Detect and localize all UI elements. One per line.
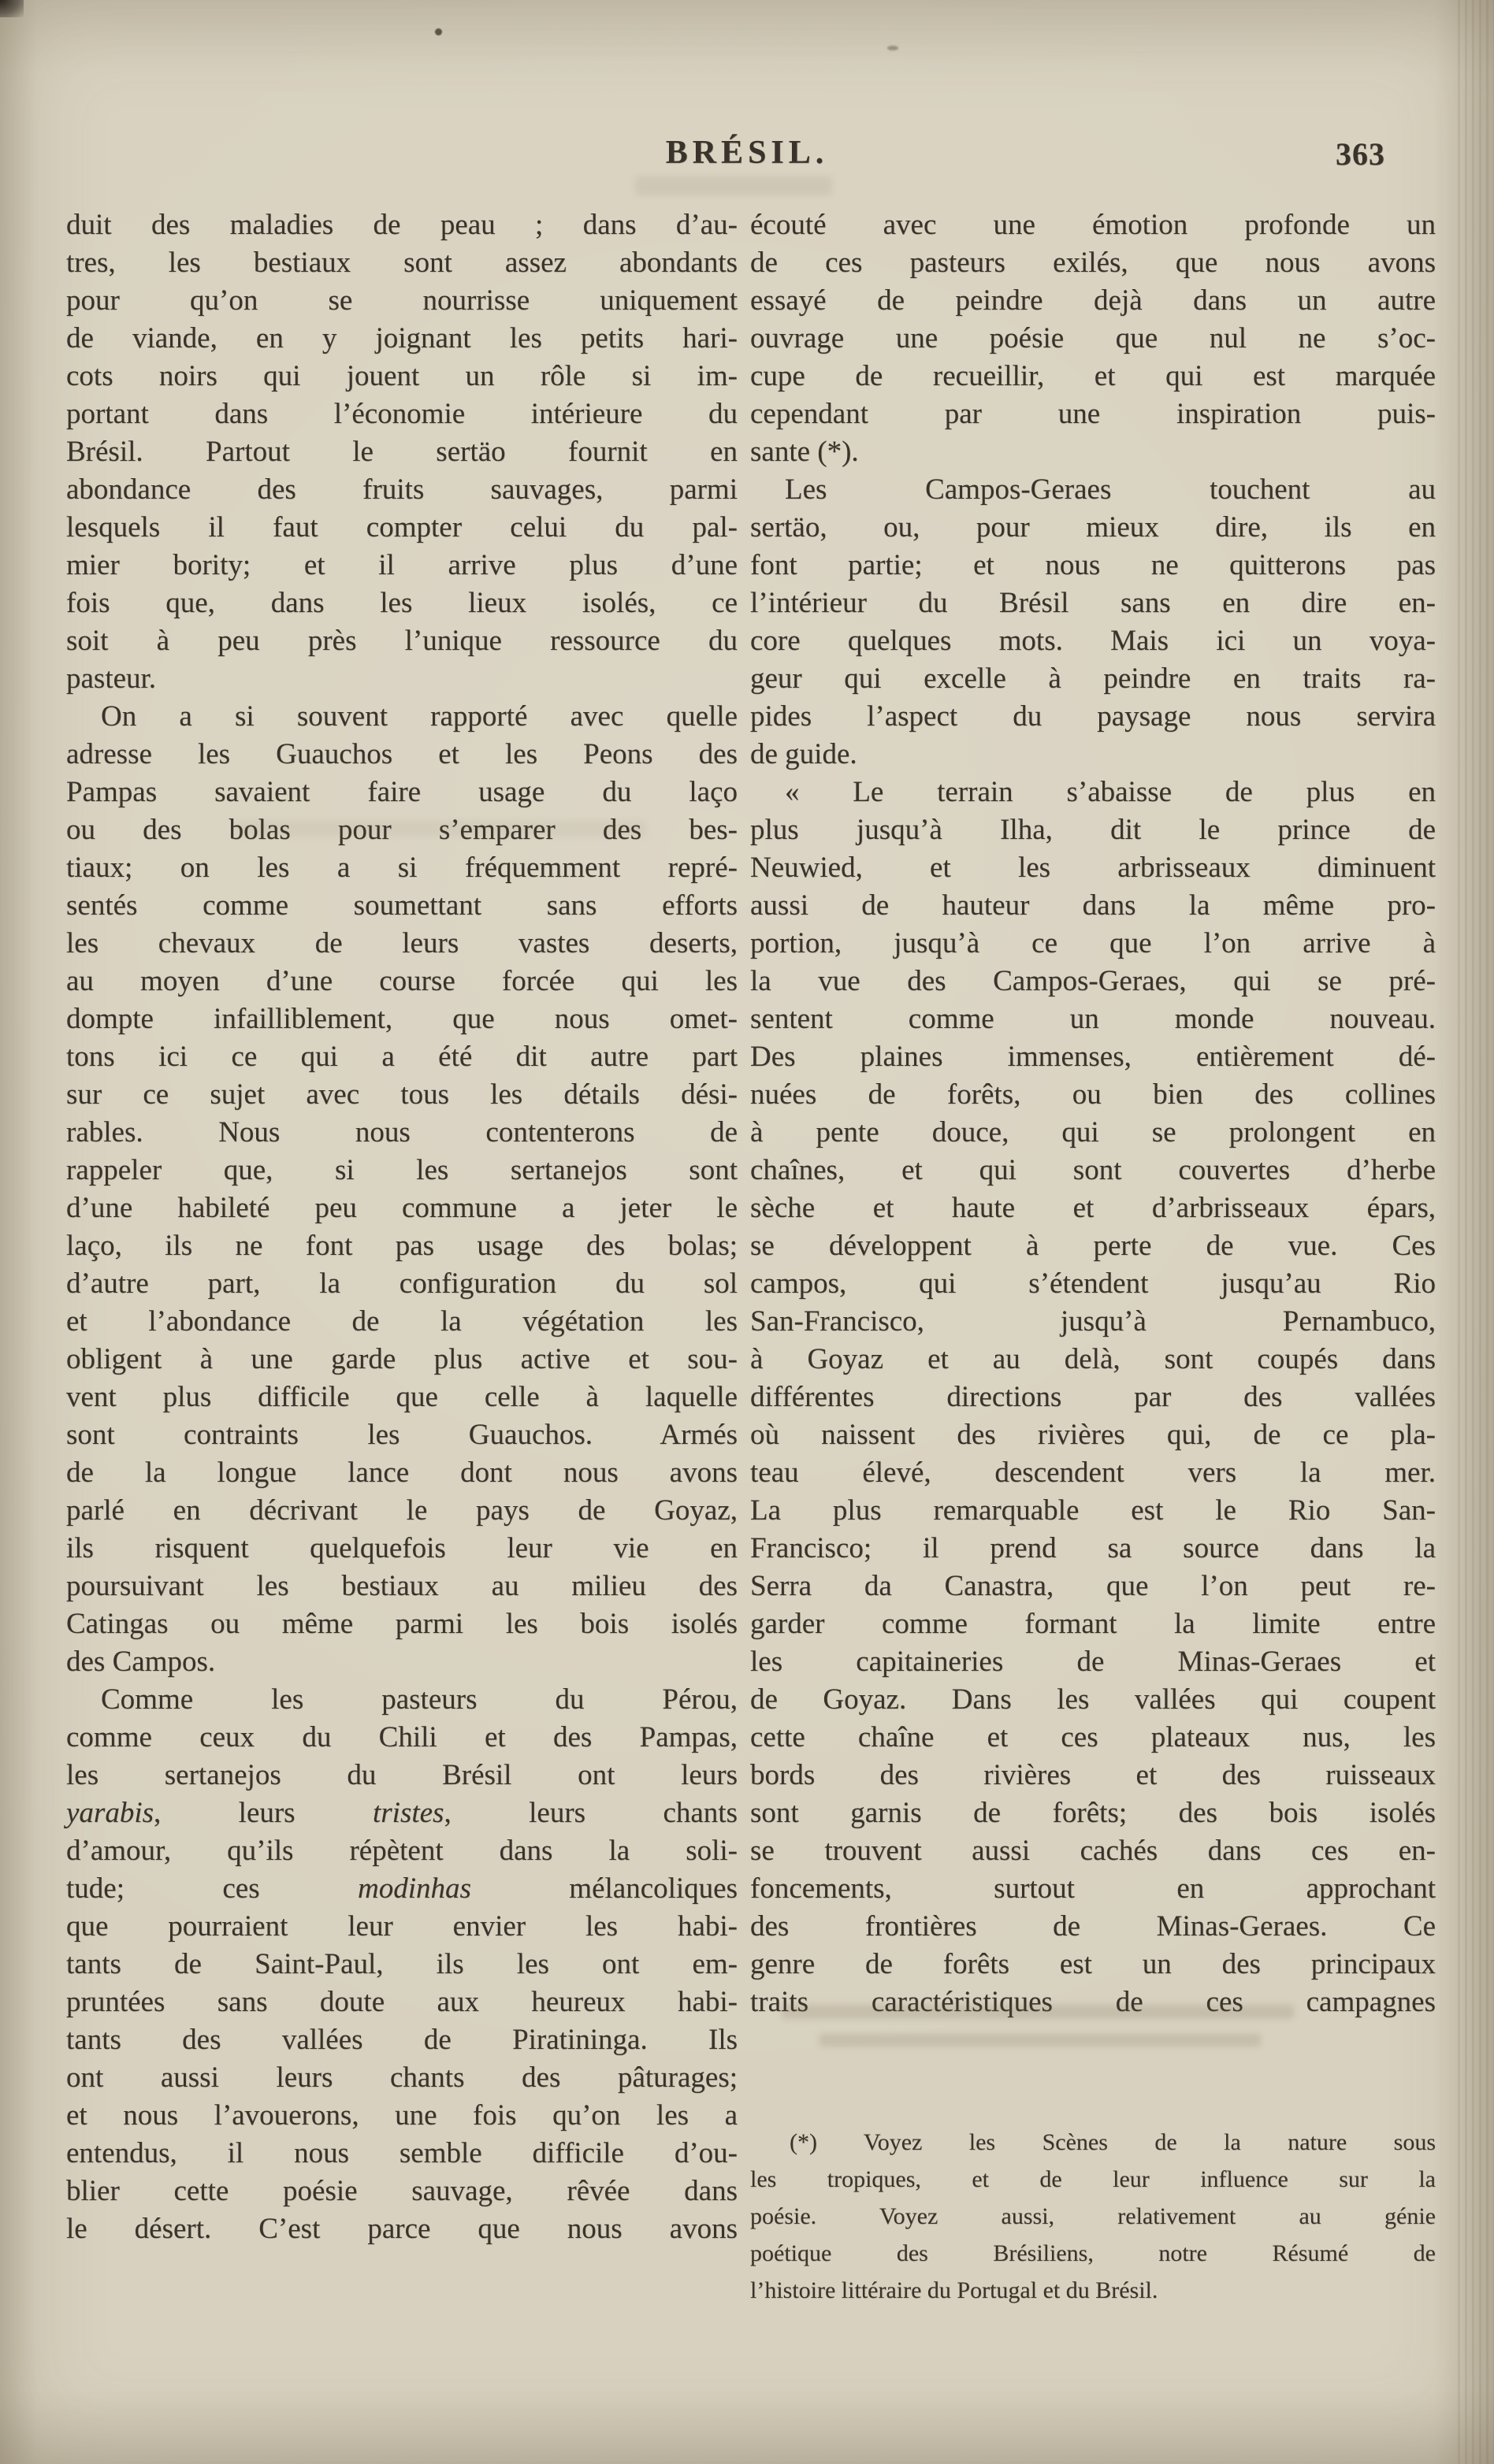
text-line: duit des maladies de peau ; dans d’au- <box>66 209 738 241</box>
text-line: comme ceux du Chili et des Pampas, <box>66 1721 738 1753</box>
text-line: obligent à une garde plus active et sou- <box>66 1343 738 1375</box>
page-header <box>0 134 1494 184</box>
text-line: cots noirs qui jouent un rôle si im- <box>66 360 738 392</box>
text-line: Comme les pasteurs du Pérou, <box>101 1683 738 1716</box>
text-line: d’amour, qu’ils répètent dans la soli- <box>66 1835 738 1867</box>
text-line: pruntées sans doute aux heureux habi- <box>66 1986 738 2018</box>
text-line: yarabis, leurs tristes, leurs chants <box>66 1797 738 1829</box>
text-line: Catingas ou même parmi les bois isolés <box>66 1608 738 1640</box>
text-line: entendus, il nous semble difficile d’ou- <box>66 2137 738 2169</box>
text-line: d’une habileté peu commune a jeter le <box>66 1192 738 1224</box>
text-line: sante (*). <box>750 436 859 468</box>
footnote <box>750 2124 1436 2309</box>
text-line: Pampas savaient faire usage du laço <box>66 776 738 808</box>
text-line: teau élevé, descendent vers la mer. <box>750 1457 1436 1489</box>
text-line: mier bority; et il arrive plus d’une <box>66 549 738 581</box>
text-line: La plus remarquable est le Rio San- <box>750 1494 1436 1527</box>
text-line: les capitaineries de Minas-Geraes et <box>750 1646 1436 1678</box>
text-line: des Campos. <box>66 1646 216 1678</box>
text-line: foncements, surtout en approchant <box>750 1872 1436 1905</box>
text-line: l’intérieur du Brésil sans en dire en- <box>750 587 1436 619</box>
text-line: de la longue lance dont nous avons <box>66 1457 738 1489</box>
text-line: les chevaux de leurs vastes deserts, <box>66 927 738 959</box>
text-line: Brésil. Partout le sertäo fournit en <box>66 436 738 468</box>
text-line: ils risquent quelquefois leur vie en <box>66 1532 738 1564</box>
text-line: tons ici ce qui a été dit autre part <box>66 1041 738 1073</box>
text-line: campos, qui s’étendent jusqu’au Rio <box>750 1267 1436 1300</box>
text-line: à Goyaz et au delà, sont coupés dans <box>750 1343 1436 1375</box>
text-line: core quelques mots. Mais ici un voya- <box>750 625 1436 657</box>
text-line: poétique des Brésiliens, notre Résumé de <box>750 2240 1436 2266</box>
text-line: On a si souvent rapporté avec quelle <box>101 700 738 733</box>
text-line: et nous l’avouerons, une fois qu’on les a <box>66 2099 738 2132</box>
page-number: 363 <box>1336 136 1385 172</box>
text-line: de guide. <box>750 738 857 770</box>
corner-smudge-stain <box>0 0 24 17</box>
text-line: poésie. Voyez aussi, relativement au génie <box>750 2203 1436 2229</box>
text-line: de ces pasteurs exilés, que nous avons <box>750 247 1436 279</box>
text-line: parlé en décrivant le pays de Goyaz, <box>66 1494 738 1527</box>
text-line: laço, ils ne font pas usage des bolas; <box>66 1230 738 1262</box>
text-line: de Goyaz. Dans les vallées qui coupent <box>750 1683 1436 1716</box>
text-line: bords des rivières et des ruisseaux <box>750 1759 1436 1791</box>
text-line: Les Campos-Geraes touchent au <box>785 473 1436 506</box>
text-line: essayé de peindre dejà dans un autre <box>750 284 1436 317</box>
text-line: aussi de hauteur dans la même pro- <box>750 889 1436 922</box>
text-line: Serra da Canastra, que l’on peut re- <box>750 1570 1436 1602</box>
text-line: sèche et haute et d’arbrisseaux épars, <box>750 1192 1436 1224</box>
text-line: cependant par une inspiration puis- <box>750 398 1436 430</box>
text-line: rables. Nous nous contenterons de <box>66 1116 738 1149</box>
text-line: cette chaîne et ces plateaux nus, les <box>750 1721 1436 1753</box>
text-line: vent plus difficile que celle à laquelle <box>66 1381 738 1413</box>
text-line: à pente douce, qui se prolongent en <box>750 1116 1436 1149</box>
text-line: sentent comme un monde nouveau. <box>750 1003 1436 1035</box>
text-line: tude; ces modinhas mélancoliques <box>66 1872 738 1905</box>
text-line: geur qui excelle à peindre en traits ra- <box>750 662 1436 695</box>
text-line: portion, jusqu’à ce que l’on arrive à <box>750 927 1436 959</box>
text-line: où naissent des rivières qui, de ce pla- <box>750 1419 1436 1451</box>
text-line: dompte infailliblement, que nous omet- <box>66 1003 738 1035</box>
text-line: traits caractéristiques de ces campagnes <box>750 1986 1436 2018</box>
text-line: tres, les bestiaux sont assez abondants <box>66 247 738 279</box>
text-line: d’autre part, la configuration du sol <box>66 1267 738 1300</box>
text-line: soit à peu près l’unique ressource du <box>66 625 738 657</box>
text-line: écouté avec une émotion profonde un <box>750 209 1436 241</box>
text-line: l’histoire littéraire du Portugal et du Brésil. <box>750 2277 1158 2303</box>
text-line: nuées de forêts, ou bien des collines <box>750 1078 1436 1111</box>
text-line: (*) Voyez les Scènes de la nature sous <box>790 2129 1436 2155</box>
text-line: se développent à perte de vue. Ces <box>750 1230 1436 1262</box>
text-line: cupe de recueillir, et qui est marquée <box>750 360 1436 392</box>
text-line: garder comme formant la limite entre <box>750 1608 1436 1640</box>
text-line: pour qu’on se nourrisse uniquement <box>66 284 738 317</box>
text-line: pasteur. <box>66 662 157 695</box>
text-line: chaînes, et qui sont couvertes d’herbe <box>750 1154 1436 1186</box>
text-line: sont garnis de forêts; des bois isolés <box>750 1797 1436 1829</box>
text-line: Neuwied, et les arbrisseaux diminuent <box>750 852 1436 884</box>
right-column-body <box>750 206 1436 2021</box>
text-line: Francisco; il prend sa source dans la <box>750 1532 1436 1564</box>
text-line: pides l’aspect du paysage nous servira <box>750 700 1436 733</box>
text-line: plus jusqu’à Ilha, dit le prince de <box>750 814 1436 846</box>
text-line: Des plaines immenses, entièrement dé- <box>750 1041 1436 1073</box>
text-line: sont contraints les Guauchos. Armés <box>66 1419 738 1451</box>
text-line: le désert. C’est parce que nous avons <box>66 2213 738 2245</box>
text-line: sur ce sujet avec tous les détails dési- <box>66 1078 738 1111</box>
text-line: la vue des Campos-Geraes, qui se pré- <box>750 965 1436 997</box>
text-line: San-Francisco, jusqu’à Pernambuco, <box>750 1305 1436 1338</box>
scan-edge-grain <box>1458 0 1494 2464</box>
text-line: des frontières de Minas-Geraes. Ce <box>750 1910 1436 1943</box>
text-line: et l’abondance de la végétation les <box>66 1305 738 1338</box>
text-line: de viande, en y joignant les petits hari- <box>66 322 738 354</box>
text-line: ouvrage une poésie que nul ne s’oc- <box>750 322 1436 354</box>
ink-speck <box>435 28 442 35</box>
text-line: poursuivant les bestiaux au milieu des <box>66 1570 738 1602</box>
text-line: les sertanejos du Brésil ont leurs <box>66 1759 738 1791</box>
text-line: ont aussi leurs chants des pâturages; <box>66 2061 738 2094</box>
text-line: « Le terrain s’abaisse de plus en <box>785 776 1436 808</box>
text-line: adresse les Guauchos et les Peons des <box>66 738 738 770</box>
text-line: lesquels il faut compter celui du pal- <box>66 511 738 544</box>
text-line: fois que, dans les lieux isolés, ce <box>66 587 738 619</box>
right-text-column <box>750 206 1436 2309</box>
text-line: rappeler que, si les sertanejos sont <box>66 1154 738 1186</box>
text-line: sentés comme soumettant sans efforts <box>66 889 738 922</box>
text-line: se trouvent aussi cachés dans ces en- <box>750 1835 1436 1867</box>
left-text-column <box>66 206 738 2248</box>
running-title: BRÉSIL. <box>665 135 829 171</box>
text-line: au moyen d’une course forcée qui les <box>66 965 738 997</box>
text-line: blier cette poésie sauvage, rêvée dans <box>66 2175 738 2207</box>
text-line: genre de forêts est un des principaux <box>750 1948 1436 1980</box>
text-line: différentes directions par des vallées <box>750 1381 1436 1413</box>
text-line: sertäo, ou, pour mieux dire, ils en <box>750 511 1436 544</box>
ink-speck <box>887 46 898 50</box>
text-line: tants des vallées de Piratininga. Ils <box>66 2024 738 2056</box>
text-line: que pourraient leur envier les habi- <box>66 1910 738 1943</box>
text-line: abondance des fruits sauvages, parmi <box>66 473 738 506</box>
text-line: tiaux; on les a si fréquemment repré- <box>66 852 738 884</box>
text-line: ou des bolas pour s’emparer des bes- <box>66 814 738 846</box>
text-line: tants de Saint-Paul, ils les ont em- <box>66 1948 738 1980</box>
text-line: portant dans l’économie intérieure du <box>66 398 738 430</box>
text-line: font partie; et nous ne quitterons pas <box>750 549 1436 581</box>
text-line: les tropiques, et de leur influence sur la <box>750 2166 1436 2192</box>
